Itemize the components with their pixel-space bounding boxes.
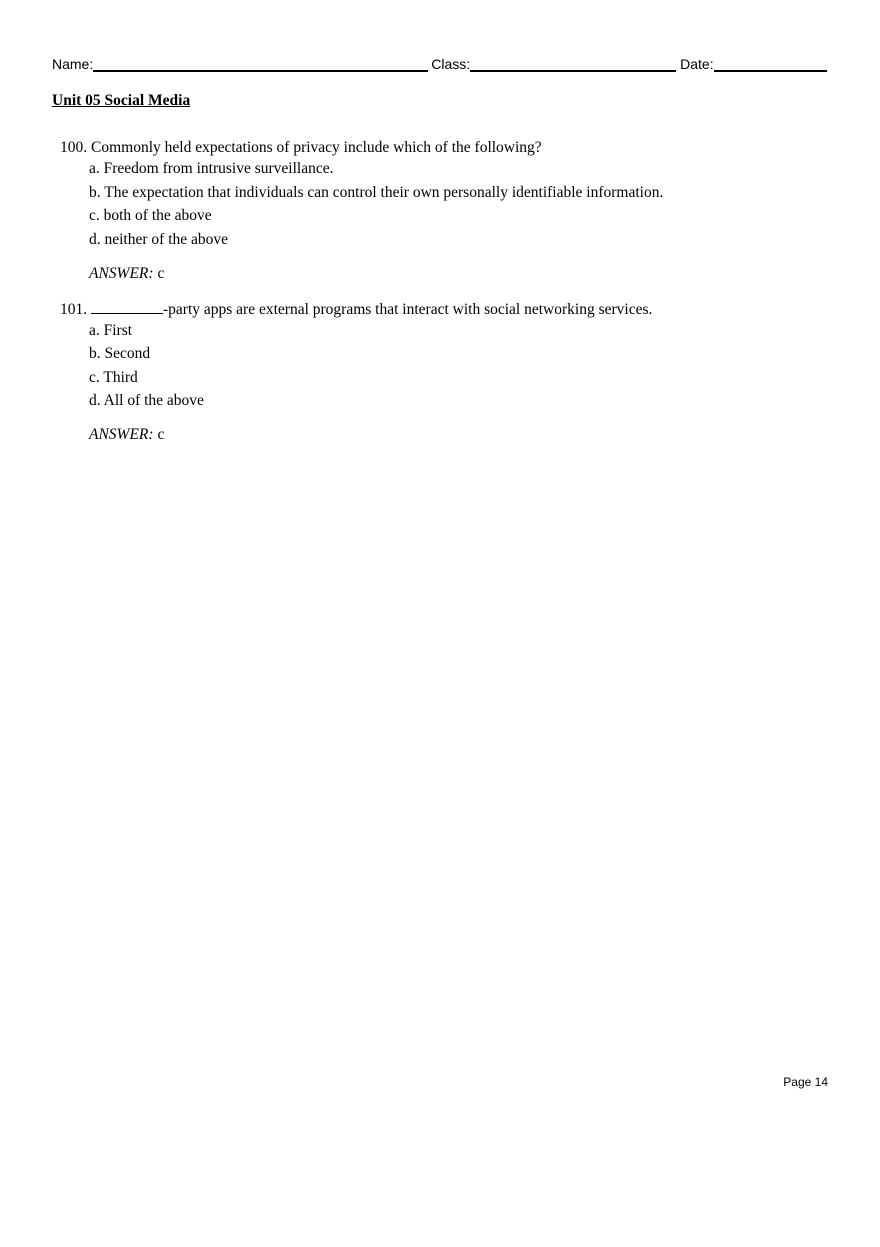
question-text: Commonly held expectations of privacy include which of the following? (91, 139, 542, 156)
question-number: 100. (60, 139, 88, 156)
choice-list (89, 321, 652, 411)
class-blank-line (470, 54, 676, 72)
question-stem (60, 299, 652, 320)
choice-c: c. Third (89, 369, 138, 386)
question-text: -party apps are external programs that interact with social networking services. (163, 301, 653, 318)
choice-a: a. First (89, 322, 133, 339)
choice-d: d. neither of the above (89, 231, 229, 248)
date-label: Date: (680, 56, 714, 72)
class-label: Class: (431, 56, 471, 72)
question-101 (60, 299, 652, 445)
answer-line (89, 425, 652, 445)
choice-a: a. Freedom from intrusive surveillance. (89, 160, 334, 177)
answer-value: c (157, 426, 165, 443)
answer-label: ANSWER: (89, 426, 154, 443)
question-stem (60, 138, 663, 158)
answer-label: ANSWER: (89, 265, 154, 282)
date-blank-line (714, 54, 827, 72)
answer-line (89, 264, 663, 284)
page-number: Page 14 (783, 1075, 828, 1089)
student-info-header (52, 52, 829, 72)
choice-c: c. both of the above (89, 207, 212, 224)
answer-value: c (157, 265, 165, 282)
choice-b: b. The expectation that individuals can control their own personally identifiable information. (89, 184, 664, 201)
question-number: 101. (60, 301, 88, 318)
question-100 (60, 138, 663, 284)
choice-b: b. Second (89, 345, 151, 362)
name-blank-line (93, 54, 428, 72)
fill-in-blank (91, 299, 163, 314)
choice-d: d. All of the above (89, 392, 204, 409)
choice-list (89, 159, 663, 250)
name-label: Name: (52, 56, 94, 72)
unit-title: Unit 05 Social Media (52, 92, 191, 109)
